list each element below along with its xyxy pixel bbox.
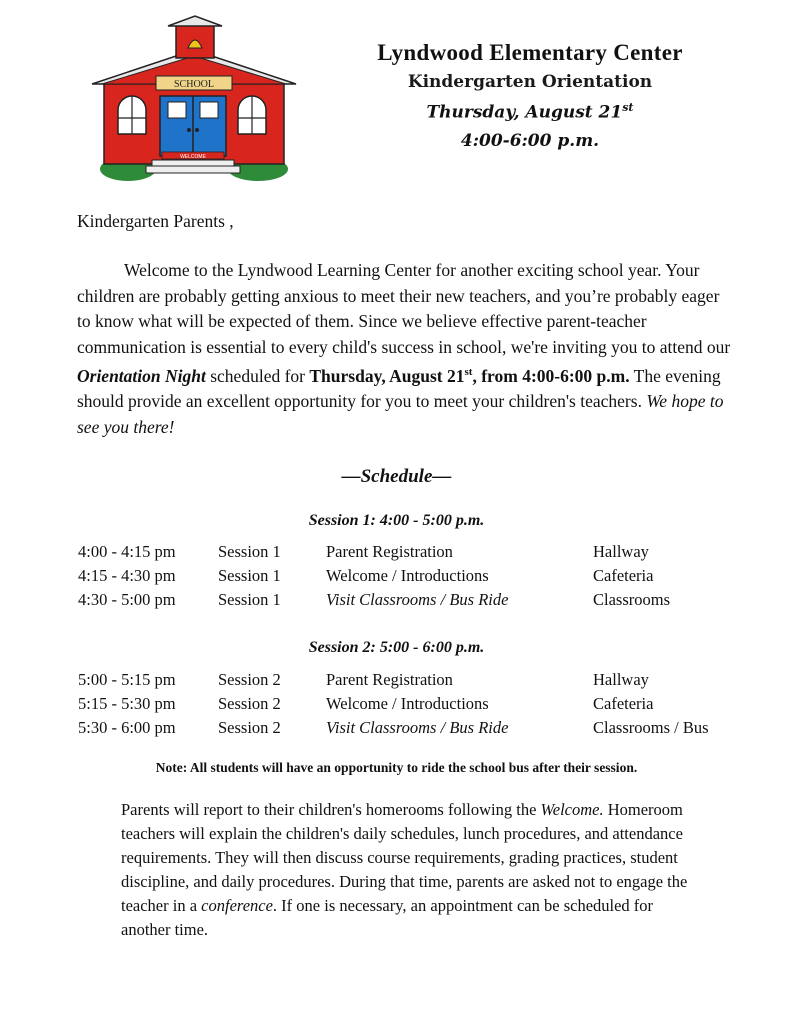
row-session: Session 2: [218, 694, 281, 713]
schedule-row: [0, 670, 793, 694]
row-location: Cafeteria: [593, 566, 654, 585]
row-activity: Visit Classrooms / Bus Ride: [326, 718, 509, 737]
session-1-heading: Session 1: 4:00 - 5:00 p.m.: [308, 512, 485, 529]
row-activity: Parent Registration: [326, 542, 453, 561]
row-activity: Welcome / Introductions: [326, 694, 489, 713]
schedule-row: [0, 566, 793, 590]
schedule-row: [0, 590, 793, 614]
row-activity: Visit Classrooms / Bus Ride: [326, 590, 509, 609]
schedule-row: [0, 694, 793, 718]
steps: [152, 160, 234, 166]
row-location: Classrooms: [593, 590, 671, 609]
event-date: Thursday, August 21st: [426, 101, 634, 123]
row-time: 5:15 - 5:30 pm: [78, 694, 176, 713]
row-time: 4:00 - 4:15 pm: [78, 542, 176, 561]
school-name: Lyndwood Elementary Center: [377, 40, 683, 65]
schedule-row: [0, 718, 793, 742]
session-2-heading: Session 2: 5:00 - 6:00 p.m.: [308, 639, 485, 656]
row-activity: Parent Registration: [326, 670, 453, 689]
closing-paragraph: Parents will report to their children's homerooms following the Welcome. Homeroom teachers will explain the children's daily schedules, lunch procedures, and attendance requirements. They will then discuss course requirements, grading practices, student discipline, and daily procedures. During that time, parents are asked not to engage the teacher in a conference. If one is necessary, an appointment can be scheduled for another time.: [121, 800, 688, 939]
row-session: Session 2: [218, 670, 281, 689]
row-session: Session 1: [218, 590, 281, 609]
school-sign-text: SCHOOL: [173, 79, 215, 90]
event-name: Kindergarten Orientation: [407, 72, 653, 92]
row-session: Session 1: [218, 566, 281, 585]
event-time: 4:00-6:00 p.m.: [460, 131, 600, 151]
row-location: Classrooms / Bus: [593, 718, 709, 737]
svg-text:WELCOME: WELCOME: [180, 154, 206, 160]
row-time: 4:30 - 5:00 pm: [78, 590, 176, 609]
row-time: 4:15 - 4:30 pm: [78, 566, 176, 585]
school-logo: [88, 14, 300, 186]
row-time: 5:30 - 6:00 pm: [78, 718, 176, 737]
intro-paragraph: Welcome to the Lyndwood Learning Center for another exciting school year. Your children are probably getting anxious to meet their new teachers, and you’re probably eager to know what will be expected of them. Since we believe effective parent-teacher communication is essential to every child's success in school, we're inviting you to attend our Orientation Night scheduled for Thursday, August 21st, from 4:00-6:00 p.m. The evening should provide an excellent opportunity for you to meet your children's teachers. We hope to see you there!: [77, 260, 731, 437]
row-session: Session 1: [218, 542, 281, 561]
row-location: Hallway: [593, 670, 649, 689]
schedule-row: [0, 542, 793, 566]
row-session: Session 2: [218, 718, 281, 737]
schedule-title: —Schedule—: [341, 466, 452, 487]
row-location: Hallway: [593, 542, 649, 561]
row-activity: Welcome / Introductions: [326, 566, 489, 585]
row-time: 5:00 - 5:15 pm: [78, 670, 176, 689]
row-location: Cafeteria: [593, 694, 654, 713]
bus-note: Note: All students will have an opportunity to ride the school bus after their session.: [155, 760, 638, 775]
greeting: Kindergarten Parents ,: [77, 211, 234, 231]
